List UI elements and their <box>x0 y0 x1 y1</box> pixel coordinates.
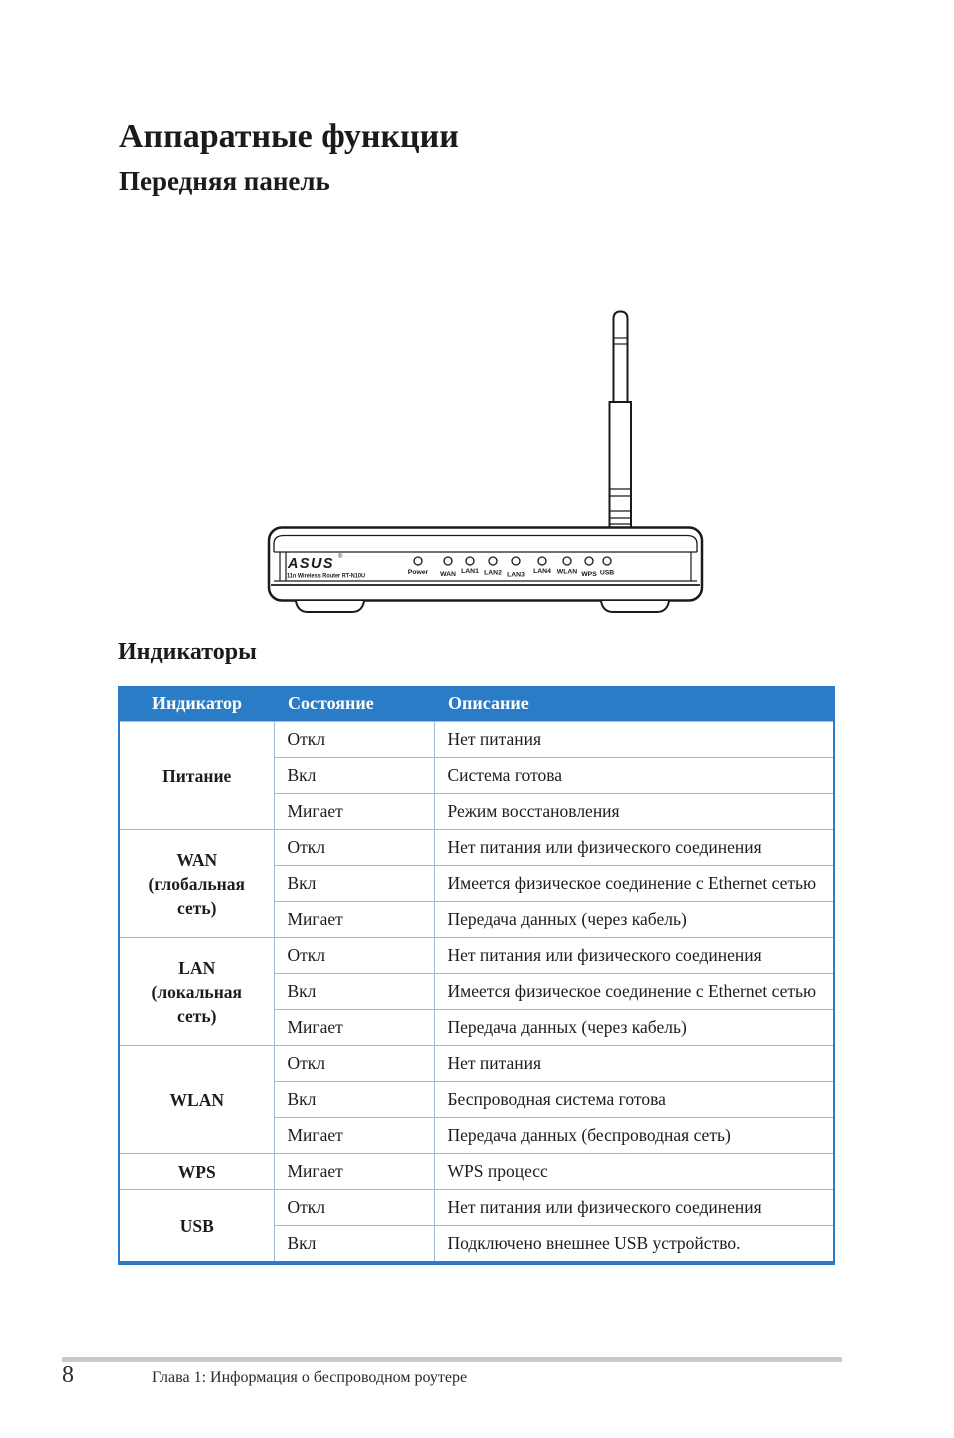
led-lan3-icon <box>512 557 520 565</box>
indicator-label-line: LAN <box>178 957 216 978</box>
state-cell: Вкл <box>274 866 434 902</box>
page-title: Аппаратные функции <box>119 118 459 155</box>
description-cell: Нет питания <box>434 1046 834 1082</box>
indicator-label-line: WPS <box>177 1161 216 1182</box>
table-row <box>119 830 834 866</box>
led-wlan-icon <box>563 557 571 565</box>
table-header-row <box>119 686 834 722</box>
indicator-label-line: WLAN <box>169 1089 224 1110</box>
led-label: WAN <box>440 571 456 578</box>
description-cell: Беспроводная система готова <box>434 1082 834 1118</box>
led-lan2-icon <box>489 557 497 565</box>
description-cell: Передача данных (через кабель) <box>434 902 834 938</box>
indicator-label-line: WAN <box>176 849 218 870</box>
indicators-heading: Индикаторы <box>118 639 257 665</box>
front-panel-heading: Передняя панель <box>119 166 330 196</box>
router-foot-right <box>601 601 669 612</box>
description-cell: Нет питания или физического соединения <box>434 830 834 866</box>
col-header-state: Состояние <box>274 686 434 722</box>
state-cell: Откл <box>274 830 434 866</box>
state-cell: Мигает <box>274 1118 434 1154</box>
description-cell: Передача данных (через кабель) <box>434 1010 834 1046</box>
state-cell: Мигает <box>274 1010 434 1046</box>
description-cell: Передача данных (беспроводная сеть) <box>434 1118 834 1154</box>
indicator-label-line: сеть) <box>177 1005 217 1026</box>
indicator-label-line: USB <box>179 1215 214 1236</box>
state-cell: Вкл <box>274 1226 434 1264</box>
description-cell: Нет питания или физического соединения <box>434 1190 834 1226</box>
footer-chapter-label: Глава 1: Информация о беспроводном роутере <box>152 1369 468 1386</box>
description-cell: Имеется физическое соединение с Ethernet сетью <box>434 866 834 902</box>
indicators-table <box>118 686 835 1265</box>
state-cell: Вкл <box>274 974 434 1010</box>
indicator-label-line: (глобальная <box>148 873 245 894</box>
state-cell: Мигает <box>274 902 434 938</box>
page-number: 8 <box>62 1362 74 1388</box>
description-cell: WPS процесс <box>434 1154 834 1190</box>
footer-divider <box>62 1357 842 1362</box>
indicator-cell <box>119 938 274 1046</box>
router-illustration <box>250 290 720 630</box>
table-row <box>119 938 834 974</box>
registered-mark: ® <box>338 554 343 560</box>
indicator-cell <box>119 830 274 938</box>
led-wan-icon <box>444 557 452 565</box>
led-lan1-icon <box>466 557 474 565</box>
led-lan4-icon <box>538 557 546 565</box>
description-cell: Режим восстановления <box>434 794 834 830</box>
state-cell: Вкл <box>274 758 434 794</box>
state-cell: Откл <box>274 938 434 974</box>
state-cell: Откл <box>274 722 434 758</box>
indicator-label-line: (локальная <box>151 981 242 1002</box>
led-label: LAN4 <box>533 568 551 575</box>
led-label: LAN3 <box>507 571 525 579</box>
description-cell: Имеется физическое соединение с Ethernet сетью <box>434 974 834 1010</box>
led-power-icon <box>414 557 422 565</box>
led-label: WLAN <box>556 568 578 576</box>
table-row <box>119 1154 834 1190</box>
router-model-label: 11n Wireless Router RT-N10U <box>287 572 366 580</box>
state-cell: Мигает <box>274 1154 434 1190</box>
led-wps-icon <box>585 557 593 565</box>
router-foot-left <box>296 601 364 612</box>
antenna <box>610 312 632 529</box>
indicator-cell <box>119 1154 274 1190</box>
indicator-cell <box>119 1190 274 1264</box>
indicator-label-line: Питание <box>162 765 232 786</box>
col-header-indicator: Индикатор <box>119 686 274 722</box>
state-cell: Откл <box>274 1046 434 1082</box>
state-cell: Мигает <box>274 794 434 830</box>
indicator-cell <box>119 722 274 830</box>
led-label: USB <box>599 569 615 577</box>
table-row <box>119 1046 834 1082</box>
indicator-label-line: сеть) <box>177 897 217 918</box>
table-row <box>119 722 834 758</box>
indicator-cell <box>119 1046 274 1154</box>
description-cell: Нет питания <box>434 722 834 758</box>
asus-logo: ASUS <box>287 555 334 572</box>
state-cell: Откл <box>274 1190 434 1226</box>
description-cell: Нет питания или физического соединения <box>434 938 834 974</box>
description-cell: Система готова <box>434 758 834 794</box>
state-cell: Вкл <box>274 1082 434 1118</box>
col-header-description: Описание <box>434 686 834 722</box>
description-cell: Подключено внешнее USB устройство. <box>434 1226 834 1264</box>
led-label: LAN2 <box>484 569 502 577</box>
led-usb-icon <box>603 557 611 565</box>
led-label: LAN1 <box>461 568 479 575</box>
led-label: Power <box>407 569 429 576</box>
table-row <box>119 1190 834 1226</box>
led-label: WPS <box>581 571 597 578</box>
